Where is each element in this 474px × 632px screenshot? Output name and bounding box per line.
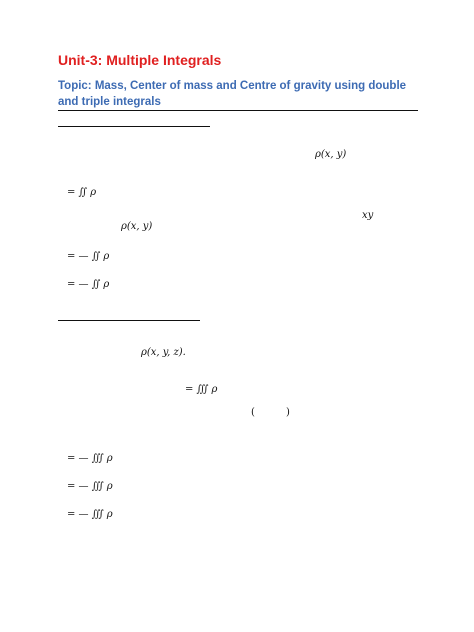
- section-rule-double-integrals: [58, 126, 210, 127]
- density-function-3d: ρ(x, y, z).: [141, 347, 186, 358]
- topic-title: Topic: Mass, Center of mass and Centre of gravity using double and triple integrals: [58, 80, 407, 108]
- density-function-2d-repeat: ρ(x, y): [121, 221, 153, 232]
- open-parenthesis: (: [251, 407, 255, 418]
- center-of-mass-y-3d: = — ∭ ρ: [67, 481, 113, 492]
- center-of-mass-z-3d: = — ∭ ρ: [67, 509, 113, 520]
- xy-plane-label: xy: [362, 210, 374, 221]
- mass-double-integral: = ∬ ρ: [67, 187, 97, 198]
- density-function-2d: ρ(x, y): [315, 149, 347, 160]
- mass-triple-integral: = ∭ ρ: [185, 384, 218, 395]
- topic-underline-rule: [58, 110, 418, 111]
- center-of-mass-x-2d: = — ∬ ρ: [67, 251, 110, 262]
- close-parenthesis: ): [286, 407, 290, 418]
- center-of-mass-x-3d: = — ∭ ρ: [67, 453, 113, 464]
- section-rule-triple-integrals: [58, 320, 200, 321]
- unit-title: Unit-3: Multiple Integrals: [58, 52, 222, 68]
- center-of-mass-y-2d: = — ∬ ρ: [67, 279, 110, 290]
